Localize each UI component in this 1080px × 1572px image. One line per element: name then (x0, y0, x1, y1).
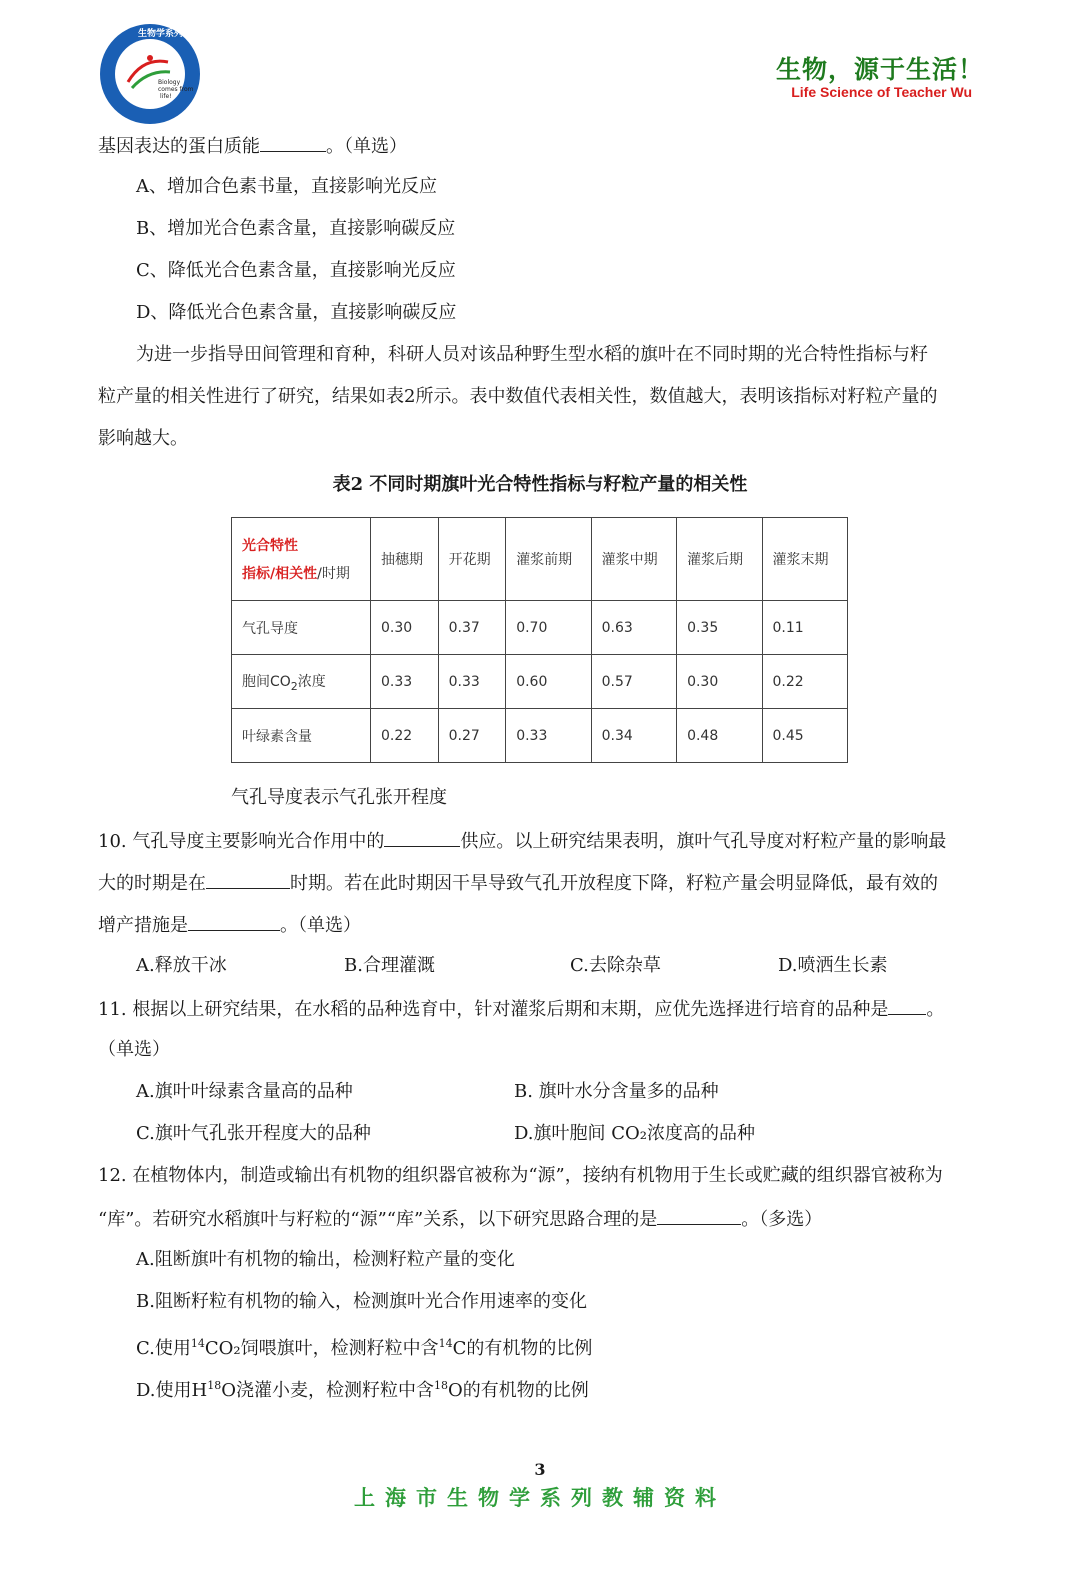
table-cell: 0.35 (677, 601, 762, 655)
answer-blank[interactable] (384, 828, 460, 847)
table-header-row (232, 518, 848, 601)
q11-option-a: A.旗叶叶绿素含量高的品种 (136, 1081, 353, 1102)
intro-line-2: 粒产量的相关性进行了研究，结果如表2所示。表中数值代表相关性，数值越大，表明该指标对籽粒产量的 (98, 386, 938, 407)
svg-text:生物学系列: 生物学系列 (138, 29, 184, 39)
column-header: 灌浆末期 (762, 518, 848, 601)
table-cell: 0.70 (506, 601, 591, 655)
q9-stem: 基因表达的蛋白质能 。（单选） (98, 133, 407, 159)
slogan-chinese: 生物，源于生活！ (775, 55, 984, 84)
table-cell: 0.27 (438, 709, 506, 763)
answer-blank[interactable] (206, 870, 290, 889)
q9-option-a: A、增加合色素书量，直接影响光反应 (136, 176, 437, 197)
q11-option-c: C.旗叶气孔张开程度大的品种 (136, 1123, 371, 1144)
q12-option-b: B.阻断籽粒有机物的输入，检测旗叶光合作用速率的变化 (136, 1291, 587, 1312)
table-cell: 0.34 (591, 709, 676, 763)
q10-line-3: 增产措施是 。（单选） (98, 912, 361, 938)
table-cell: 0.57 (591, 655, 676, 709)
q9-option-d: D、降低光合色素含量，直接影响碳反应 (136, 302, 457, 323)
q12-option-c: C.使用$^{14}$CO₂饲喂旗叶，检测籽粒中含$^{14}$C的有机物的比例 (136, 1337, 593, 1359)
table-cell: 0.22 (762, 655, 848, 709)
table-row (232, 655, 848, 709)
q11-line-1: 11. 根据以上研究结果，在水稻的品种选育中，针对灌浆后期和末期，应优先选择进行培育的品种是 。 (98, 996, 944, 1022)
q10-option-c: C.去除杂草 (570, 955, 661, 976)
table-cell: 0.45 (762, 709, 848, 763)
q12-option-d: D.使用$H^{18}O$浇灌小麦，检测籽粒中含$^{18}$O的有机物的比例 (136, 1379, 589, 1401)
q10-option-a: A.释放干冰 (136, 955, 227, 976)
table-corner-cell: 光合特性 指标/相关性/时期 (232, 518, 371, 601)
table-cell: 0.63 (591, 601, 676, 655)
correlation-table (231, 517, 848, 763)
q11-line-2: （单选） (98, 1039, 170, 1060)
intro-line-3: 影响越大。 (98, 428, 188, 449)
answer-blank[interactable] (657, 1206, 741, 1225)
q9-option-c: C、降低光合色素含量，直接影响光反应 (136, 260, 456, 281)
column-header: 灌浆后期 (677, 518, 762, 601)
table-cell: 0.22 (371, 709, 439, 763)
column-header: 开花期 (438, 518, 506, 601)
q10-line-1: 10. 气孔导度主要影响光合作用中的 供应。以上研究结果表明，旗叶气孔导度对籽粒产量的影响最 (98, 828, 946, 854)
table-cell: 0.37 (438, 601, 506, 655)
table-cell: 0.33 (371, 655, 439, 709)
q11-option-b: B. 旗叶水分含量多的品种 (514, 1081, 719, 1102)
table-row (232, 709, 848, 763)
answer-blank[interactable] (888, 996, 926, 1015)
q9-option-b: B、增加光合色素含量，直接影响碳反应 (136, 218, 456, 239)
slogan-english: Life Science of Teacher Wu (791, 84, 972, 100)
intro-line-1: 为进一步指导田间管理和育种，科研人员对该品种野生型水稻的旗叶在不同时期的光合特性指标与籽 (136, 344, 928, 365)
q10-option-b: B.合理灌溉 (344, 955, 435, 976)
svg-text:comes from: comes from (158, 86, 194, 93)
column-header: 灌浆前期 (506, 518, 591, 601)
table-cell: 0.30 (371, 601, 439, 655)
answer-blank[interactable] (260, 133, 326, 152)
table-cell: 0.48 (677, 709, 762, 763)
table-cell: 0.11 (762, 601, 848, 655)
q12-line-1: 12. 在植物体内，制造或输出有机物的组织器官被称为“源”，接纳有机物用于生长或贮藏的组织器官被称为 (98, 1165, 943, 1186)
q10-option-d: D.喷洒生长素 (778, 955, 888, 976)
q10-line-2: 大的时期是在 时期。若在此时期因干旱导致气孔开放程度下降，籽粒产量会明显降低，最有效的 (98, 870, 938, 896)
teacher-wu-logo (98, 22, 202, 126)
table-row (232, 601, 848, 655)
page-number: 3 (534, 1460, 546, 1479)
answer-blank[interactable] (188, 912, 280, 931)
svg-text:life!: life! (160, 93, 172, 100)
svg-text:Biology: Biology (158, 79, 181, 86)
table-cell: 0.33 (506, 709, 591, 763)
column-header: 灌浆中期 (591, 518, 676, 601)
row-label: 气孔导度 (232, 601, 371, 655)
table-cell: 0.33 (438, 655, 506, 709)
footer-series-title: 上海市生物学系列教辅资料 (354, 1486, 726, 1510)
table-cell: 0.30 (677, 655, 762, 709)
table-title: 表2 不同时期旗叶光合特性指标与籽粒产量的相关性 (332, 474, 748, 495)
q12-option-a: A.阻断旗叶有机物的输出，检测籽粒产量的变化 (136, 1249, 515, 1270)
row-label: 叶绿素含量 (232, 709, 371, 763)
column-header: 抽穗期 (371, 518, 439, 601)
table-cell: 0.60 (506, 655, 591, 709)
table-note: 气孔导度表示气孔张开程度 (231, 787, 447, 808)
q11-option-d: D.旗叶胞间 CO₂浓度高的品种 (514, 1123, 755, 1144)
row-label: 胞间$CO_2$浓度 (232, 655, 371, 709)
q12-line-2: “库”。若研究水稻旗叶与籽粒的“源”“库”关系，以下研究思路合理的是 。（多选） (98, 1206, 822, 1232)
